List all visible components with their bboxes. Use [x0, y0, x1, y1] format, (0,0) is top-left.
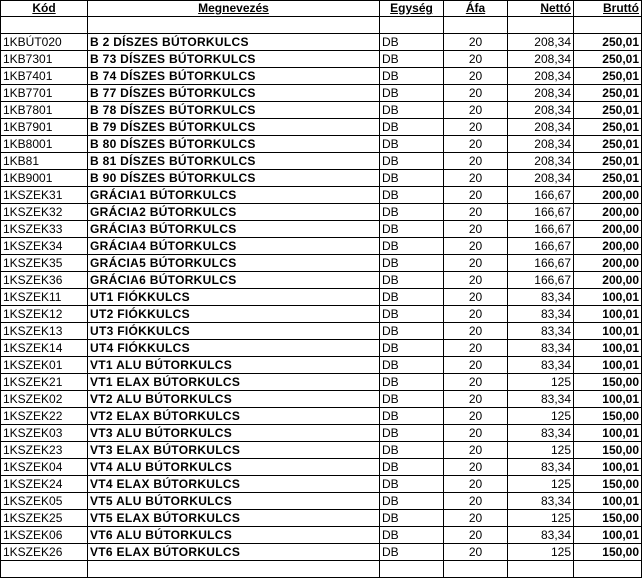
cell-netto[interactable]: 208,34 [508, 102, 574, 119]
cell-afa[interactable]: 20 [444, 136, 508, 153]
header-row [1, 1, 642, 17]
cell-brutto[interactable]: 100,01 [574, 357, 642, 374]
cell-egyseg[interactable]: DB [380, 493, 444, 510]
header-kod[interactable]: Kód [1, 1, 88, 17]
table-row [1, 340, 642, 357]
cell-netto[interactable]: 166,67 [508, 221, 574, 238]
cell-kod[interactable]: 1KB7701 [1, 85, 88, 102]
cell-kod[interactable]: 1KSZEK12 [1, 306, 88, 323]
table-row [1, 34, 642, 51]
cell-egyseg[interactable]: DB [380, 476, 444, 493]
table-row [1, 493, 642, 510]
table-row [1, 374, 642, 391]
cell-egyseg[interactable]: DB [380, 272, 444, 289]
cell-megnevezes[interactable] [88, 561, 380, 578]
cell-netto[interactable]: 208,34 [508, 136, 574, 153]
cell-brutto[interactable]: 250,01 [574, 170, 642, 187]
cell-netto[interactable]: 166,67 [508, 255, 574, 272]
cell-netto[interactable]: 166,67 [508, 187, 574, 204]
table-row [1, 323, 642, 340]
cell-egyseg[interactable]: DB [380, 340, 444, 357]
cell-netto[interactable] [508, 17, 574, 34]
cell-brutto[interactable]: 100,01 [574, 459, 642, 476]
cell-megnevezes[interactable]: B 90 DÍSZES BÚTORKULCS [88, 170, 380, 187]
cell-kod[interactable]: 1KSZEK34 [1, 238, 88, 255]
cell-brutto[interactable]: 250,01 [574, 85, 642, 102]
cell-netto[interactable]: 125 [508, 408, 574, 425]
cell-netto[interactable]: 208,34 [508, 68, 574, 85]
cell-kod[interactable]: 1KSZEK36 [1, 272, 88, 289]
cell-brutto[interactable]: 250,01 [574, 119, 642, 136]
cell-afa[interactable]: 20 [444, 459, 508, 476]
cell-afa[interactable]: 20 [444, 425, 508, 442]
cell-kod[interactable]: 1KSZEK31 [1, 187, 88, 204]
cell-netto[interactable]: 208,34 [508, 170, 574, 187]
cell-egyseg[interactable]: DB [380, 459, 444, 476]
table-row [1, 544, 642, 561]
cell-brutto[interactable]: 100,01 [574, 493, 642, 510]
table-row [1, 136, 642, 153]
table-row [1, 527, 642, 544]
cell-megnevezes[interactable]: GRÁCIA4 BÚTORKULCS [88, 238, 380, 255]
cell-brutto[interactable]: 250,01 [574, 153, 642, 170]
cell-afa[interactable]: 20 [444, 510, 508, 527]
cell-kod[interactable]: 1KSZEK02 [1, 391, 88, 408]
cell-egyseg[interactable]: DB [380, 136, 444, 153]
cell-megnevezes[interactable]: VT1 ALU BÚTORKULCS [88, 357, 380, 374]
cell-afa[interactable]: 20 [444, 204, 508, 221]
cell-brutto[interactable]: 200,00 [574, 221, 642, 238]
table-row [1, 17, 642, 34]
cell-kod[interactable]: 1KSZEK13 [1, 323, 88, 340]
cell-afa[interactable]: 20 [444, 289, 508, 306]
cell-kod[interactable]: 1KSZEK25 [1, 510, 88, 527]
cell-kod[interactable]: 1KBÚT020 [1, 34, 88, 51]
cell-afa[interactable] [444, 17, 508, 34]
header-megnevezes[interactable]: Megnevezés [88, 1, 380, 17]
cell-netto[interactable]: 166,67 [508, 272, 574, 289]
cell-netto[interactable]: 83,34 [508, 357, 574, 374]
table-row [1, 170, 642, 187]
cell-afa[interactable]: 20 [444, 340, 508, 357]
table-row [1, 476, 642, 493]
cell-egyseg[interactable]: DB [380, 51, 444, 68]
cell-megnevezes[interactable]: VT1 ELAX BÚTORKULCS [88, 374, 380, 391]
cell-kod[interactable] [1, 561, 88, 578]
cell-netto[interactable]: 208,34 [508, 51, 574, 68]
cell-megnevezes[interactable]: B 78 DÍSZES BÚTORKULCS [88, 102, 380, 119]
cell-egyseg[interactable]: DB [380, 544, 444, 561]
cell-netto[interactable]: 83,34 [508, 527, 574, 544]
cell-brutto[interactable] [574, 561, 642, 578]
table-row [1, 561, 642, 578]
cell-netto[interactable]: 208,34 [508, 153, 574, 170]
cell-netto[interactable]: 83,34 [508, 391, 574, 408]
cell-kod[interactable]: 1KB7801 [1, 102, 88, 119]
cell-megnevezes[interactable]: GRÁCIA1 BÚTORKULCS [88, 187, 380, 204]
cell-afa[interactable]: 20 [444, 323, 508, 340]
cell-egyseg[interactable]: DB [380, 408, 444, 425]
cell-egyseg[interactable]: DB [380, 425, 444, 442]
table-row [1, 391, 642, 408]
cell-netto[interactable]: 166,67 [508, 238, 574, 255]
table-row [1, 187, 642, 204]
cell-kod[interactable]: 1KB81 [1, 153, 88, 170]
cell-brutto[interactable]: 100,01 [574, 306, 642, 323]
cell-megnevezes[interactable]: VT3 ALU BÚTORKULCS [88, 425, 380, 442]
cell-kod[interactable]: 1KB9001 [1, 170, 88, 187]
cell-egyseg[interactable]: DB [380, 357, 444, 374]
cell-afa[interactable]: 20 [444, 187, 508, 204]
table-row [1, 51, 642, 68]
cell-egyseg[interactable]: DB [380, 255, 444, 272]
cell-egyseg[interactable] [380, 561, 444, 578]
cell-egyseg[interactable] [380, 17, 444, 34]
cell-netto[interactable]: 125 [508, 476, 574, 493]
cell-brutto[interactable]: 250,01 [574, 34, 642, 51]
cell-megnevezes[interactable]: B 77 DÍSZES BÚTORKULCS [88, 85, 380, 102]
cell-egyseg[interactable]: DB [380, 391, 444, 408]
cell-netto[interactable] [508, 561, 574, 578]
cell-megnevezes[interactable]: UT4 FIÓKKULCS [88, 340, 380, 357]
cell-kod[interactable]: 1KSZEK23 [1, 442, 88, 459]
cell-egyseg[interactable]: DB [380, 374, 444, 391]
cell-brutto[interactable]: 150,00 [574, 476, 642, 493]
cell-afa[interactable]: 20 [444, 34, 508, 51]
cell-afa[interactable]: 20 [444, 374, 508, 391]
cell-brutto[interactable]: 200,00 [574, 187, 642, 204]
table-row [1, 119, 642, 136]
table-row [1, 306, 642, 323]
table-body [1, 17, 642, 578]
cell-megnevezes[interactable]: GRÁCIA6 BÚTORKULCS [88, 272, 380, 289]
table-row [1, 68, 642, 85]
cell-afa[interactable]: 20 [444, 153, 508, 170]
cell-kod[interactable] [1, 17, 88, 34]
cell-brutto[interactable]: 200,00 [574, 255, 642, 272]
cell-netto[interactable]: 83,34 [508, 306, 574, 323]
cell-afa[interactable]: 20 [444, 442, 508, 459]
cell-brutto[interactable]: 250,01 [574, 102, 642, 119]
table-row [1, 272, 642, 289]
cell-netto[interactable]: 83,34 [508, 323, 574, 340]
cell-brutto[interactable]: 100,01 [574, 289, 642, 306]
cell-megnevezes[interactable]: VT5 ELAX BÚTORKULCS [88, 510, 380, 527]
cell-afa[interactable]: 20 [444, 221, 508, 238]
cell-afa[interactable]: 20 [444, 391, 508, 408]
header-afa[interactable]: Áfa [444, 1, 508, 17]
cell-egyseg[interactable]: DB [380, 323, 444, 340]
table-row [1, 204, 642, 221]
cell-megnevezes[interactable]: VT3 ELAX BÚTORKULCS [88, 442, 380, 459]
table-row [1, 238, 642, 255]
cell-megnevezes[interactable]: B 79 DÍSZES BÚTORKULCS [88, 119, 380, 136]
cell-megnevezes[interactable]: UT2 FIÓKKULCS [88, 306, 380, 323]
cell-megnevezes[interactable]: B 74 DÍSZES BÚTORKULCS [88, 68, 380, 85]
cell-afa[interactable]: 20 [444, 408, 508, 425]
cell-megnevezes[interactable]: VT5 ALU BÚTORKULCS [88, 493, 380, 510]
table-row [1, 255, 642, 272]
cell-netto[interactable]: 208,34 [508, 34, 574, 51]
cell-afa[interactable]: 20 [444, 527, 508, 544]
cell-brutto[interactable]: 200,00 [574, 204, 642, 221]
cell-megnevezes[interactable]: B 80 DÍSZES BÚTORKULCS [88, 136, 380, 153]
cell-egyseg[interactable]: DB [380, 102, 444, 119]
cell-netto[interactable]: 208,34 [508, 119, 574, 136]
cell-megnevezes[interactable]: GRÁCIA5 BÚTORKULCS [88, 255, 380, 272]
cell-netto[interactable]: 83,34 [508, 340, 574, 357]
cell-megnevezes[interactable]: VT6 ELAX BÚTORKULCS [88, 544, 380, 561]
cell-netto[interactable]: 166,67 [508, 204, 574, 221]
table-row [1, 289, 642, 306]
cell-kod[interactable]: 1KSZEK24 [1, 476, 88, 493]
cell-netto[interactable]: 83,34 [508, 493, 574, 510]
cell-egyseg[interactable]: DB [380, 153, 444, 170]
cell-kod[interactable]: 1KSZEK22 [1, 408, 88, 425]
cell-afa[interactable]: 20 [444, 119, 508, 136]
cell-megnevezes[interactable]: GRÁCIA2 BÚTORKULCS [88, 204, 380, 221]
cell-brutto[interactable]: 150,00 [574, 374, 642, 391]
cell-afa[interactable]: 20 [444, 493, 508, 510]
cell-afa[interactable]: 20 [444, 238, 508, 255]
cell-brutto[interactable]: 100,01 [574, 527, 642, 544]
cell-afa[interactable]: 20 [444, 272, 508, 289]
table-row [1, 459, 642, 476]
cell-egyseg[interactable]: DB [380, 34, 444, 51]
cell-kod[interactable]: 1KSZEK01 [1, 357, 88, 374]
cell-netto[interactable]: 125 [508, 374, 574, 391]
cell-brutto[interactable]: 250,01 [574, 68, 642, 85]
cell-kod[interactable]: 1KSZEK33 [1, 221, 88, 238]
cell-afa[interactable]: 20 [444, 170, 508, 187]
cell-egyseg[interactable]: DB [380, 442, 444, 459]
cell-brutto[interactable] [574, 17, 642, 34]
cell-afa[interactable]: 20 [444, 68, 508, 85]
cell-kod[interactable]: 1KSZEK26 [1, 544, 88, 561]
cell-egyseg[interactable]: DB [380, 510, 444, 527]
header-netto[interactable]: Nettó [508, 1, 574, 17]
table-row [1, 408, 642, 425]
cell-brutto[interactable]: 250,01 [574, 51, 642, 68]
cell-netto[interactable]: 125 [508, 510, 574, 527]
cell-kod[interactable]: 1KB7301 [1, 51, 88, 68]
cell-brutto[interactable]: 100,01 [574, 391, 642, 408]
cell-egyseg[interactable]: DB [380, 204, 444, 221]
cell-egyseg[interactable]: DB [380, 289, 444, 306]
cell-afa[interactable]: 20 [444, 357, 508, 374]
cell-kod[interactable]: 1KSZEK14 [1, 340, 88, 357]
cell-brutto[interactable]: 200,00 [574, 238, 642, 255]
table-row [1, 153, 642, 170]
cell-netto[interactable]: 208,34 [508, 85, 574, 102]
cell-kod[interactable]: 1KSZEK11 [1, 289, 88, 306]
cell-afa[interactable]: 20 [444, 544, 508, 561]
cell-egyseg[interactable]: DB [380, 221, 444, 238]
cell-afa[interactable]: 20 [444, 102, 508, 119]
cell-megnevezes[interactable]: UT1 FIÓKKULCS [88, 289, 380, 306]
cell-kod[interactable]: 1KSZEK05 [1, 493, 88, 510]
cell-megnevezes[interactable]: VT4 ELAX BÚTORKULCS [88, 476, 380, 493]
cell-netto[interactable]: 125 [508, 544, 574, 561]
cell-afa[interactable]: 20 [444, 85, 508, 102]
cell-afa[interactable]: 20 [444, 476, 508, 493]
cell-brutto[interactable]: 150,00 [574, 442, 642, 459]
header-brutto[interactable]: Bruttó [574, 1, 642, 17]
table-row [1, 357, 642, 374]
cell-kod[interactable]: 1KSZEK35 [1, 255, 88, 272]
cell-brutto[interactable]: 100,01 [574, 425, 642, 442]
cell-megnevezes[interactable]: VT2 ALU BÚTORKULCS [88, 391, 380, 408]
cell-brutto[interactable]: 200,00 [574, 272, 642, 289]
cell-afa[interactable]: 20 [444, 51, 508, 68]
cell-megnevezes[interactable]: VT6 ALU BÚTORKULCS [88, 527, 380, 544]
cell-kod[interactable]: 1KSZEK32 [1, 204, 88, 221]
cell-kod[interactable]: 1KB7401 [1, 68, 88, 85]
cell-brutto[interactable]: 150,00 [574, 510, 642, 527]
cell-megnevezes[interactable]: GRÁCIA3 BÚTORKULCS [88, 221, 380, 238]
cell-egyseg[interactable]: DB [380, 306, 444, 323]
cell-egyseg[interactable]: DB [380, 85, 444, 102]
cell-kod[interactable]: 1KSZEK06 [1, 527, 88, 544]
cell-brutto[interactable]: 150,00 [574, 408, 642, 425]
cell-kod[interactable]: 1KSZEK21 [1, 374, 88, 391]
table-row [1, 425, 642, 442]
cell-kod[interactable]: 1KB8001 [1, 136, 88, 153]
cell-megnevezes[interactable]: VT4 ALU BÚTORKULCS [88, 459, 380, 476]
cell-brutto[interactable]: 250,01 [574, 136, 642, 153]
cell-egyseg[interactable]: DB [380, 170, 444, 187]
cell-megnevezes[interactable]: B 81 DÍSZES BÚTORKULCS [88, 153, 380, 170]
cell-netto[interactable]: 83,34 [508, 459, 574, 476]
cell-megnevezes[interactable]: UT3 FIÓKKULCS [88, 323, 380, 340]
cell-egyseg[interactable]: DB [380, 527, 444, 544]
table-row [1, 510, 642, 527]
cell-brutto[interactable]: 150,00 [574, 544, 642, 561]
cell-megnevezes[interactable]: B 2 DÍSZES BÚTORKULCS [88, 34, 380, 51]
cell-brutto[interactable]: 100,01 [574, 323, 642, 340]
cell-brutto[interactable]: 100,01 [574, 340, 642, 357]
cell-kod[interactable]: 1KSZEK03 [1, 425, 88, 442]
cell-egyseg[interactable]: DB [380, 238, 444, 255]
header-egyseg[interactable]: Egység [380, 1, 444, 17]
cell-afa[interactable] [444, 561, 508, 578]
cell-egyseg[interactable]: DB [380, 68, 444, 85]
cell-megnevezes[interactable]: B 73 DÍSZES BÚTORKULCS [88, 51, 380, 68]
cell-egyseg[interactable]: DB [380, 119, 444, 136]
cell-megnevezes[interactable]: VT2 ELAX BÚTORKULCS [88, 408, 380, 425]
cell-netto[interactable]: 83,34 [508, 425, 574, 442]
cell-egyseg[interactable]: DB [380, 187, 444, 204]
cell-netto[interactable]: 83,34 [508, 289, 574, 306]
cell-kod[interactable]: 1KB7901 [1, 119, 88, 136]
cell-kod[interactable]: 1KSZEK04 [1, 459, 88, 476]
cell-netto[interactable]: 125 [508, 442, 574, 459]
table-row [1, 442, 642, 459]
table-row [1, 85, 642, 102]
cell-afa[interactable]: 20 [444, 255, 508, 272]
table-row [1, 221, 642, 238]
cell-afa[interactable]: 20 [444, 306, 508, 323]
cell-megnevezes[interactable] [88, 17, 380, 34]
table-row [1, 102, 642, 119]
